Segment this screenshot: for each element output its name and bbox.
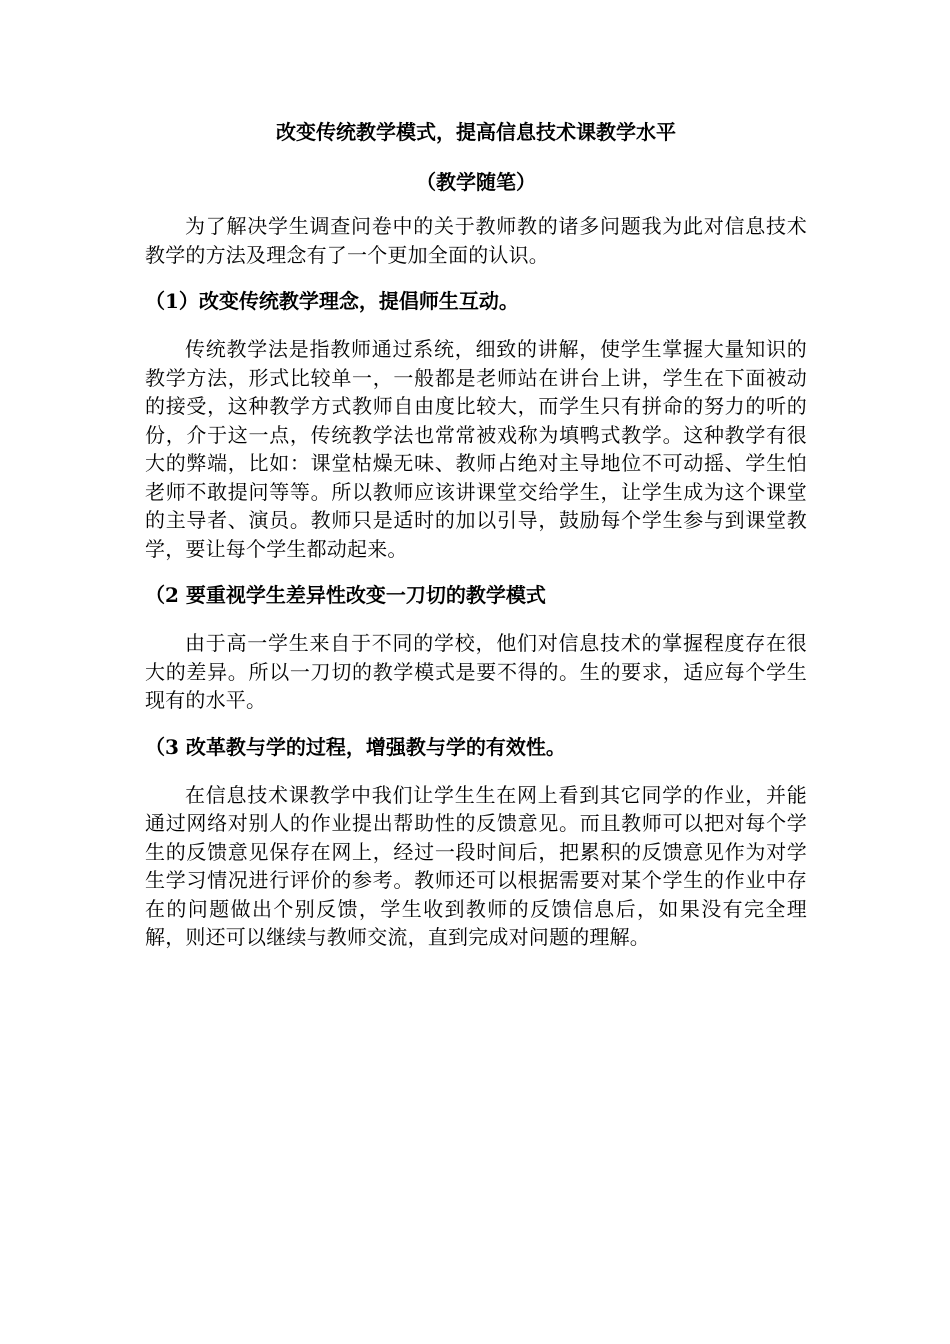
section-3-heading: （3 改革教与学的过程，增强教与学的有效性。 <box>145 734 566 759</box>
section-1-body: 传统教学法是指教师通过系统，细致的讲解，使学生掌握大量知识的教学方法，形式比较单一，一般都是老师站在讲台上讲，学生在下面被动的接受，这种教学方式教师自由度比较大，而学生只有拼命的努力的听的份，介于这一点，传统教学法也常常被戏称为填鸭式教学。这种教学有很大的弊端，比如：课堂枯燥无味、教师占绝对主导地位不可动摇、学生怕老师不敢提问等等。所以教师应该讲课堂交给学生，让学生成为这个课堂的主导者、演员。教师只是适时的加以引导，鼓励每个学生参与到课堂教学，要让每个学生都动起来。 <box>145 337 807 561</box>
document-content <box>145 118 807 970</box>
section-2-body: 由于高一学生来自于不同的学校，他们对信息技术的掌握程度存在很大的差异。所以一刀切的教学模式是要不得的。生的要求，适应每个学生现有的水平。 <box>145 631 807 712</box>
section-1-heading: （1）改变传统教学理念，提倡师生互动。 <box>145 289 519 313</box>
intro-paragraph: 为了解决学生调查问卷中的关于教师教的诸多问题我为此对信息技术教学的方法及理念有了一个更加全面的认识。 <box>145 214 807 267</box>
section-3-body: 在信息技术课教学中我们让学生生在网上看到其它同学的作业，并能通过网络对别人的作业提出帮助性的反馈意见。而且教师可以把对每个学生的反馈意见保存在网上，经过一段时间后，把累积的反馈意见作为对学生学习情况进行评价的参考。教师还可以根据需要对某个学生的作业中存在的问题做出个别反馈，学生收到教师的反馈信息后，如果没有完全理解，则还可以继续与教师交流，直到完成对问题的理解。 <box>145 782 807 949</box>
document-title: 改变传统教学模式，提高信息技术课教学水平 <box>276 120 676 144</box>
document-subtitle: （教学随笔） <box>416 170 536 194</box>
section-2-heading: （2 要重视学生差异性改变一刀切的教学模式 <box>145 583 546 607</box>
